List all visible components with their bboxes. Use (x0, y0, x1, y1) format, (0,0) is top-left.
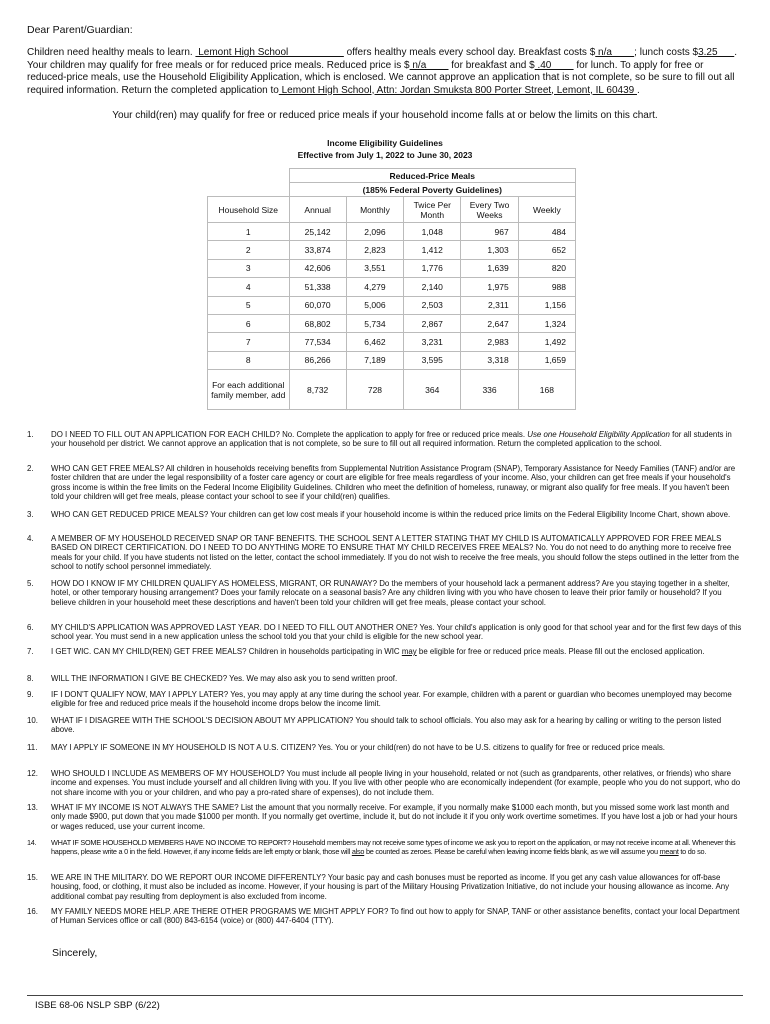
income-cell: 1,776 (404, 259, 461, 277)
income-cell: 1,659 (518, 351, 575, 369)
intro-text: ; lunch costs $ (634, 47, 699, 58)
faq-number: 10. (27, 716, 38, 725)
household-size-cell: 5 (208, 296, 290, 314)
faq-number: 6. (27, 623, 34, 632)
table-row (208, 278, 576, 296)
group-title: Reduced-Price Meals (289, 169, 576, 183)
faq-number: 11. (27, 743, 38, 752)
group-subtitle: (185% Federal Poverty Guidelines) (289, 183, 576, 197)
household-size-cell: 8 (208, 351, 290, 369)
faq-text-segment: may (401, 647, 417, 656)
income-cell: 988 (518, 278, 575, 296)
faq-text-segment: be counted as zeroes. Please be careful when leaving income fields blank, as we will assume you (364, 847, 660, 857)
faq-number: 8. (27, 674, 34, 683)
faq-number: 15. (27, 873, 38, 882)
income-cell: 3,318 (461, 351, 518, 369)
faq-text (51, 873, 743, 901)
faq-text-segment: Use one Household Eligibility Application (527, 430, 670, 439)
faq-item (27, 690, 743, 709)
faq-text-segment: also (351, 847, 365, 857)
faq-text (51, 647, 743, 656)
faq-item (27, 674, 743, 683)
closing: Sincerely, (52, 947, 98, 959)
income-cell: 1,492 (518, 333, 575, 351)
faq-number: 14. (27, 838, 37, 847)
income-cell: 68,802 (289, 314, 346, 332)
faq-number: 16. (27, 907, 38, 916)
income-cell: 5,734 (346, 314, 403, 332)
income-cell: 33,874 (289, 241, 346, 259)
income-cell: 820 (518, 259, 575, 277)
faq-text (51, 838, 743, 857)
faq-number: 7. (27, 647, 34, 656)
table-title: Income Eligibility Guidelines (327, 138, 443, 148)
income-eligibility-table (207, 168, 576, 410)
faq-text-segment: WHAT IF SOME HOUSEHOLD MEMBERS HAVE NO INCOME TO REPORT? Household members may not receive some types of income we ask you to report on the application, or may not receive income at all. Whenever this happens, please write a 0 in the field. However, if any income fields are left empty or blank, those will (51, 838, 736, 857)
faq-text (51, 579, 743, 607)
income-cell: 728 (346, 370, 403, 410)
faq-item (27, 647, 743, 656)
faq-item (27, 907, 743, 926)
income-cell: 3,595 (404, 351, 461, 369)
income-cell: 2,647 (461, 314, 518, 332)
reduced-lunch-field: .40 (534, 59, 574, 71)
household-size-cell: 3 (208, 259, 290, 277)
faq-number: 9. (27, 690, 34, 699)
table-body (208, 223, 576, 410)
faq-text-segment: meant (659, 847, 679, 857)
faq-text-segment: WILL THE INFORMATION I GIVE BE CHECKED? Yes. We may also ask you to send written proof. (51, 674, 398, 683)
income-cell: 51,338 (289, 278, 346, 296)
faq-item (27, 430, 743, 449)
income-cell: 3,551 (346, 259, 403, 277)
faq-item (27, 579, 743, 607)
income-cell: 77,534 (289, 333, 346, 351)
income-cell: 5,006 (346, 296, 403, 314)
faq-text (51, 674, 743, 683)
income-cell: 1,639 (461, 259, 518, 277)
income-cell: 25,142 (289, 223, 346, 241)
faq-text-segment: IF I DON'T QUALIFY NOW, MAY I APPLY LATER? Yes, you may apply at any time during the school year. For example, children with a parent or guardian who becomes unemployed may become eligible for free and reduced price meals if the household income drops below the income limit. (51, 690, 732, 709)
income-cell: 2,096 (346, 223, 403, 241)
intro-paragraph (27, 47, 743, 97)
income-cell: 3,231 (404, 333, 461, 351)
faq-text (51, 464, 743, 501)
intro-text: Children need healthy meals to learn. (27, 47, 196, 58)
column-header: Annual (289, 197, 346, 223)
intro-text: for breakfast and $ (448, 59, 535, 71)
lunch-cost-field: 3.25 (698, 47, 735, 58)
income-cell: 42,606 (289, 259, 346, 277)
faq-item (27, 534, 743, 571)
income-cell: 4,279 (346, 278, 403, 296)
intro-text: . (636, 84, 640, 96)
table-row (208, 296, 576, 314)
table-row (208, 333, 576, 351)
faq-text (51, 690, 743, 709)
column-header: Monthly (346, 197, 403, 223)
faq-text-segment: WE ARE IN THE MILITARY. DO WE REPORT OUR INCOME DIFFERENTLY? Your basic pay and cash bonuses must be reported as income. If you get any cash value allowances for off-base housing, food, or clothing, it must also be included as income. However, if your housing is part of the Military Housing Privatization Initiative, do not include your housing allowance as income. Any additional combat pay resulting from deployment is also excluded from income. (51, 873, 730, 901)
intro-text: for lunch. To apply for free or reduced-price meals, use the Household Eligibility Application, which is enclosed. We cannot approve an application that is not complete, so be sure to fill out all required information. Return the completed application to (27, 59, 735, 96)
household-size-cell: 2 (208, 241, 290, 259)
faq-text-segment: WHAT IF MY INCOME IS NOT ALWAYS THE SAME? List the amount that you normally receive. For example, if you normally make $1000 each month, but you missed some work last month and only made $900, put down that you made $1000 per month. If you normally get overtime, include it, but do not include it if you only work overtime sometimes. If you have lost a job or had your hours or wages reduced, use your current income. (51, 803, 738, 831)
faq-text-segment: MY CHILD'S APPLICATION WAS APPROVED LAST YEAR. DO I NEED TO FILL OUT ANOTHER ONE? Yes. Your child's application is only good for that school year and for the first few days of this school year. You must send in a new application unless the school told you that your child is eligible for the new school year. (51, 623, 742, 642)
faq-item (27, 716, 743, 735)
household-size-cell: For each additional family member, add (208, 370, 290, 410)
footer-divider (27, 995, 743, 996)
faq-text (51, 716, 743, 735)
faq-text (51, 623, 743, 642)
faq-number: 2. (27, 464, 34, 473)
income-cell: 1,048 (404, 223, 461, 241)
faq-text-segment: WHO SHOULD I INCLUDE AS MEMBERS OF MY HOUSEHOLD? You must include all people living in your household, related or not (such as grandparents, other relatives, or friends) who share income and expenses. You must include yourself and all children living with you. If you live with other people who are economically independent (for example, people who you do not support, who do not share income with you or your children, and who pay a pro-rated share of expenses), do not include them. (51, 769, 741, 797)
column-header: Household Size (208, 197, 290, 223)
breakfast-cost-field: n/a (595, 47, 635, 58)
income-cell: 1,303 (461, 241, 518, 259)
faq-text (51, 907, 743, 926)
faq-item (27, 769, 743, 797)
intro-text: offers healthy meals every school day. Breakfast costs $ (343, 47, 596, 58)
faq-text-segment: for all students in your household per district. We cannot approve an application that is not complete, so be sure to fill out all required information. Return the completed application to the school. (51, 430, 732, 449)
form-footer: ISBE 68-06 NSLP SBP (6/22) (35, 1000, 160, 1011)
faq-item (27, 838, 743, 857)
return-address-field: Lemont High School, Attn: Jordan Smuksta 800 Porter Street, Lemont, IL 60439 (278, 84, 637, 96)
table-row (208, 259, 576, 277)
faq-number: 13. (27, 803, 38, 812)
income-cell: 652 (518, 241, 575, 259)
income-cell: 967 (461, 223, 518, 241)
table-row (208, 351, 576, 369)
income-cell: 2,503 (404, 296, 461, 314)
school-name-field: Lemont High School (195, 47, 344, 58)
household-size-cell: 4 (208, 278, 290, 296)
table-effective-date: Effective from July 1, 2022 to June 30, 2023 (297, 149, 473, 160)
column-header: Weekly (518, 197, 575, 223)
household-size-cell: 1 (208, 223, 290, 241)
faq-item (27, 510, 743, 519)
income-cell: 1,156 (518, 296, 575, 314)
income-cell: 364 (404, 370, 461, 410)
faq-number: 5. (27, 579, 34, 588)
faq-text (51, 769, 743, 797)
column-header: Every Two Weeks (461, 197, 518, 223)
table-row (208, 370, 576, 410)
faq-text-segment: WHO CAN GET REDUCED PRICE MEALS? Your children can get low cost meals if your household income is within the reduced price limits on the Federal Eligibility Income Chart, shown above. (51, 510, 731, 519)
income-cell: 2,867 (404, 314, 461, 332)
income-cell: 336 (461, 370, 518, 410)
faq-number: 3. (27, 510, 34, 519)
income-cell: 7,189 (346, 351, 403, 369)
income-cell: 484 (518, 223, 575, 241)
income-cell: 1,975 (461, 278, 518, 296)
faq-text (51, 803, 743, 831)
column-header: Twice Per Month (404, 197, 461, 223)
household-size-cell: 7 (208, 333, 290, 351)
faq-number: 12. (27, 769, 38, 778)
faq-number: 4. (27, 534, 34, 543)
faq-text-segment: WHO CAN GET FREE MEALS? All children in households receiving benefits from Supplemental Nutrition Assistance Program (SNAP), Temporary Assistance for Needy Families (TANF) and/or are foster children that are under the legal responsibility of a foster care agency or court are eligible for free meals regardless of your income. Also, your children can get free meals if your household's gross income is within the free limits on the Federal Income Eligibility Guidelines. Children who meet the definition of homeless, runaway, or migrant also qualify for free meals. If you haven't been told your children will get free meals, please contact your school to see if your child(ren) qualifies. (51, 464, 736, 501)
reduced-breakfast-field: n/a (409, 59, 449, 71)
income-cell: 6,462 (346, 333, 403, 351)
faq-text-segment: A MEMBER OF MY HOUSEHOLD RECEIVED SNAP OR TANF BENEFITS. THE SCHOOL SENT A LETTER STATING THAT MY CHILD IS AUTOMATICALLY APPROVED FOR FREE MEALS BASED ON DIRECT CERTIFICATION. DO I NEED TO DO ANYTHING MORE TO ENSURE THAT MY CHILD RECEIVES FREE MEALS? No. You do not need to do anything more to receive free meals for your child. If you have students not listed on the letter, contact the school immediately. If you do not wish to receive the free meals, you should follow the steps outlined in the letter from the school to notify school personnel immediately. (51, 534, 740, 571)
faq-number: 1. (27, 430, 34, 439)
faq-text-segment: WHAT IF I DISAGREE WITH THE SCHOOL'S DECISION ABOUT MY APPLICATION? You should talk to school officials. You also may ask for a hearing by calling or writing to the person listed above. (51, 716, 722, 735)
table-row (208, 241, 576, 259)
faq-text-segment: be eligible for free or reduced price meals. Please fill out the enclosed application. (416, 647, 705, 656)
income-cell: 168 (518, 370, 575, 410)
income-cell: 2,823 (346, 241, 403, 259)
income-cell: 1,324 (518, 314, 575, 332)
income-cell: 2,983 (461, 333, 518, 351)
faq-text-segment: MY FAMILY NEEDS MORE HELP. ARE THERE OTHER PROGRAMS WE MIGHT APPLY FOR? To find out how to apply for SNAP, TANF or other assistance benefits, contact your local Department of Human Services office or call (800) 843-6154 (voice) or (800) 447-6404 (TTY). (51, 907, 740, 926)
faq-item (27, 464, 743, 501)
salutation: Dear Parent/Guardian: (27, 24, 133, 36)
faq-text-segment: DO I NEED TO FILL OUT AN APPLICATION FOR EACH CHILD? No. Complete the application to apply for free or reduced price meals. (51, 430, 528, 439)
faq-text (51, 510, 743, 519)
faq-item (27, 743, 743, 752)
faq-text-segment: to do so. (678, 847, 707, 857)
table-row (208, 223, 576, 241)
table-title-block (0, 138, 770, 161)
income-cell: 1,412 (404, 241, 461, 259)
faq-text (51, 534, 743, 571)
faq-item (27, 873, 743, 901)
income-cell: 86,266 (289, 351, 346, 369)
household-size-cell: 6 (208, 314, 290, 332)
faq-text-segment: MAY I APPLY IF SOMEONE IN MY HOUSEHOLD IS NOT A U.S. CITIZEN? Yes. You or your child(ren) do not have to be U.S. citizens to qualify for free or reduced price meals. (51, 743, 665, 752)
income-cell: 8,732 (289, 370, 346, 410)
income-cell: 60,070 (289, 296, 346, 314)
faq-item (27, 623, 743, 642)
faq-text (51, 743, 743, 752)
income-cell: 2,311 (461, 296, 518, 314)
column-headers (208, 197, 576, 223)
faq-item (27, 803, 743, 831)
faq-text-segment: I GET WIC. CAN MY CHILD(REN) GET FREE MEALS? Children in households participating in WIC (51, 647, 402, 656)
income-cell: 2,140 (404, 278, 461, 296)
table-row (208, 314, 576, 332)
faq-text (51, 430, 743, 449)
qualify-line: Your child(ren) may qualify for free or reduced price meals if your household income falls at or below the limits on this chart. (112, 110, 658, 121)
faq-text-segment: HOW DO I KNOW IF MY CHILDREN QUALIFY AS HOMELESS, MIGRANT, OR RUNAWAY? Do the members of your household lack a permanent address? Are you staying together in a shelter, hotel, or other temporary housing arrangement? Does your family relocate on a seasonal basis? Are any children living with you who have chosen to leave their prior family or household? If you believe children in your household meet these descriptions and haven't been told your children will get free meals, please contact your school. (51, 579, 730, 607)
intro-text: . Your children may qualify for free meals or for reduced price meals. Reduced price is $ (27, 47, 738, 71)
